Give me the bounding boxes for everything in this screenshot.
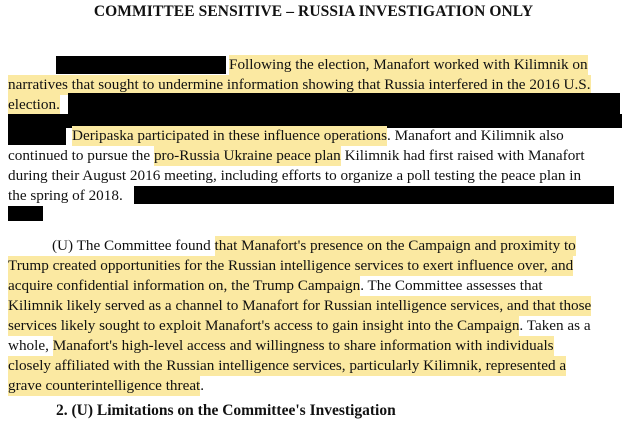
plain-text: . Taken as a (519, 317, 591, 334)
plain-text: . Manafort and Kilimnik also (387, 127, 564, 144)
highlight: Following the election, Manafort worked with Kilimnik on (229, 56, 588, 73)
highlight: Kilimnik likely served as a channel to Manafort for Russian intelligence services, and that those (8, 297, 592, 314)
plain-text: Kilimnik had first raised with Manafort (340, 147, 585, 164)
page-header: COMMITTEE SENSITIVE – RUSSIA INVESTIGATION ONLY (93, 3, 534, 20)
paragraph2-line8 (8, 376, 204, 396)
plain-text: . The Committee assesses that (360, 277, 543, 294)
plain-text: . (200, 377, 205, 394)
redaction-block (8, 128, 66, 145)
paragraph1-line7: the spring of 2018. (8, 187, 123, 204)
highlight: that Manafort's presence on the Campaign and proximity to (214, 237, 576, 254)
paragraph1-line3 (8, 95, 60, 115)
redaction-block (56, 56, 226, 74)
paragraph1-line4 (72, 126, 564, 146)
highlight: Trump created opportunities for the Russian intelligence services to exert influence over, and (8, 257, 574, 274)
section-heading: 2. (U) Limitations on the Committee's Investigation (56, 402, 396, 419)
paragraph2-line6 (8, 336, 554, 356)
highlight: acquire confidential information on, the Trump Campaign (8, 277, 361, 294)
plain-text: continued to pursue the (8, 147, 154, 164)
highlight: closely affiliated with the Russian intelligence services, particularly Kilimnik, represented a (8, 357, 567, 374)
highlight: Manafort's high-level access and willingness to share information with individuals (52, 337, 554, 354)
highlight: narratives that sought to undermine information showing that Russia interfered in the 2016 U.S. (8, 76, 591, 93)
paragraph2-line1 (52, 236, 576, 256)
plain-text: (U) The Committee found (52, 237, 215, 254)
paragraph2-line2 (8, 256, 573, 276)
highlight: pro-Russia Ukraine peace plan (153, 147, 341, 164)
paragraph1-line2 (8, 75, 591, 95)
paragraph1-line5 (8, 146, 585, 166)
redaction-block (8, 206, 43, 221)
redaction-block (134, 186, 614, 204)
paragraph2-line4 (8, 296, 591, 316)
highlight: grave counterintelligence threat (8, 377, 201, 394)
paragraph2-line3 (8, 276, 543, 296)
redaction-block (68, 93, 620, 114)
highlight: election. (8, 96, 60, 113)
highlight: services likely sought to exploit Manafort's access to gain insight into the Campaign (8, 317, 520, 334)
paragraph1-line1 (229, 55, 588, 75)
highlight: Deripaska participated in these influence operations (72, 127, 388, 144)
paragraph2-line7 (8, 356, 566, 376)
plain-text: whole, (8, 337, 53, 354)
paragraph2-line5 (8, 316, 591, 336)
paragraph1-line6: during their August 2016 meeting, including efforts to organize a poll testing the peace plan in (8, 167, 582, 184)
